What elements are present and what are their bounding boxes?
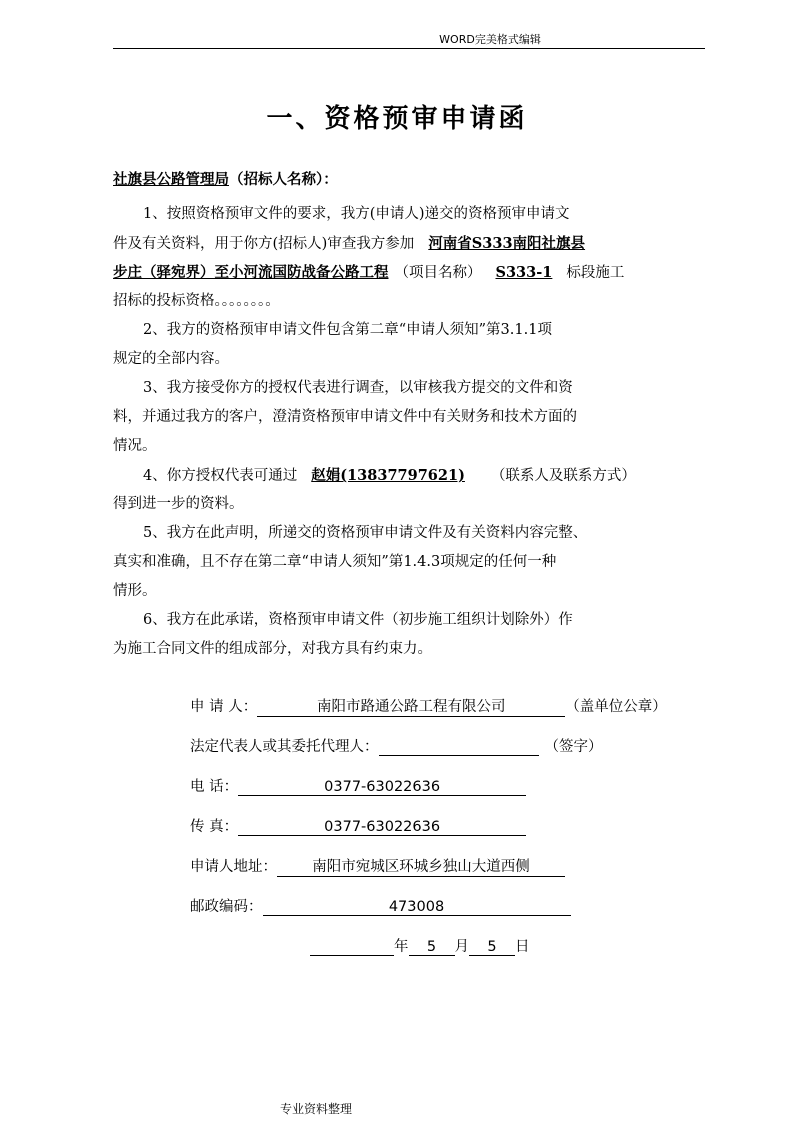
applicant-row [190,695,667,717]
item-6-line-2: 为施工合同文件的组成部分，对我方具有约束力。 [113,641,432,657]
addressee-line [113,165,713,194]
item-1-line-3 [113,258,713,288]
address-label: 申请人地址： [190,859,277,875]
item-3-line-2: 料，并通过我方的客户，澄清资格预审申请文件中有关财务和技术方面的 [113,409,577,425]
section-number: S333-1 [495,264,553,281]
item-4-line-2: 得到进一步的资料。 [113,496,244,512]
fax-label: 传 真： [190,819,239,835]
project-name-part-2: 步庄（驿宛界）至小河流国防战备公路工程 [113,264,389,281]
address-value: 南阳市宛城区环城乡独山大道西侧 [277,855,565,877]
phone-value: 0377-63022636 [238,779,526,796]
item-5-line-3: 情形。 [113,583,157,599]
item-5-line-2: 真实和准确，且不存在第二章“申请人须知”第1.4.3项规定的任何一种 [113,554,557,570]
representative-note: （签字） [544,739,603,755]
item-3-line-3: 情况。 [113,438,157,454]
page-header-text: WORD完美格式编辑 [439,33,541,46]
header-rule [113,48,705,49]
item-1-line-4: 招标的投标资格。。。。。。。。 [113,293,280,309]
page-footer-text: 专业资料整理 [280,1102,353,1116]
date-day-value: 5 [469,939,515,956]
date-year-value [310,938,394,956]
section-suffix: 标段施工 [566,265,625,281]
item-1-text: 件及有关资料，用于你方(招标人)审查我方参加 [113,236,415,252]
fax-row [190,815,526,836]
postcode-label: 邮政编码： [190,899,263,915]
date-month-value: 5 [409,939,455,956]
representative-value [379,738,539,756]
date-year-label: 年 [394,939,409,955]
item-4-line-1 [113,461,743,491]
page-title: 一、资格预审申请函 [266,104,528,134]
date-month-label: 月 [454,939,469,955]
item-2-line-1: 2、我方的资格预审申请文件包含第二章“申请人须知”第3.1.1项 [143,322,552,338]
addressee-suffix: （招标人名称）： [229,171,338,188]
item-2-line-2: 规定的全部内容。 [113,351,229,367]
fax-value: 0377-63022636 [238,819,526,836]
applicant-value: 南阳市路通公路工程有限公司 [257,695,565,717]
item-5-line-1: 5、我方在此声明，所递交的资格预审申请文件及有关资料内容完整、 [143,525,588,541]
date-day-label: 日 [515,939,530,955]
item-3-line-1: 3、我方接受你方的授权代表进行调查，以审核我方提交的文件和资 [143,380,573,396]
applicant-label: 申 请 人： [190,699,258,715]
date-row [310,935,530,956]
item-6-line-1: 6、我方在此承诺，资格预审申请文件（初步施工组织计划除外）作 [143,612,573,628]
representative-label: 法定代表人或其委托代理人： [190,739,379,755]
item-1-line-1: 1、按照资格预审文件的要求，我方(申请人)递交的资格预审申请文 [143,206,570,222]
addressee-name: 社旗县公路管理局 [113,171,229,188]
address-row [190,855,565,877]
contact-label: （联系人及联系方式） [490,468,636,484]
item-4-text: 4、你方授权代表可通过 [143,468,298,484]
representative-row [190,735,603,756]
applicant-note: （盖单位公章） [565,699,667,715]
contact-person: 赵娟(13837797621) [311,467,465,484]
project-name-label: （项目名称） [394,265,482,281]
phone-row [190,775,526,796]
postcode-row [190,895,571,916]
phone-label: 电 话： [190,779,239,795]
project-name-part-1: 河南省S333南阳社旗县 [428,235,586,252]
item-1-line-2 [113,229,713,259]
postcode-value: 473008 [263,899,571,916]
